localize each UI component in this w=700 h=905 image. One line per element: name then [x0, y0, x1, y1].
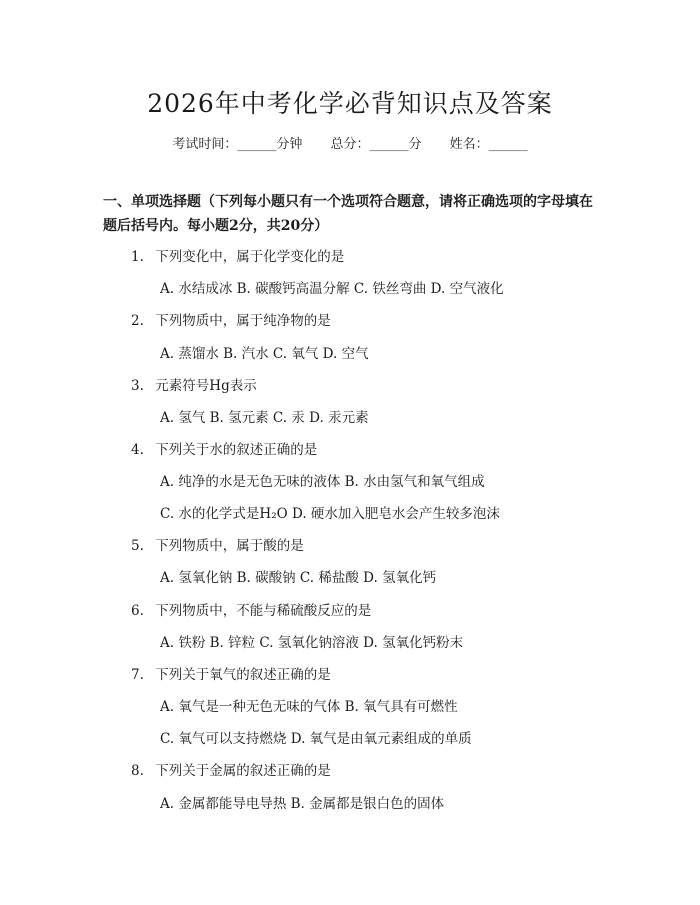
question-number: 4. [131, 442, 144, 458]
question-item [131, 438, 317, 458]
question-number: 6. [131, 603, 144, 619]
question-number: 7. [131, 667, 144, 683]
question-text: 下列关于金属的叙述正确的是 [155, 763, 331, 779]
question-item [131, 374, 257, 394]
question-text: 下列物质中，属于酸的是 [155, 538, 304, 554]
question-text: 下列变化中，属于化学变化的是 [155, 249, 345, 265]
page-title: 2026年中考化学必背知识点及答案 [147, 89, 553, 118]
question-options: A. 氧气是一种无色无味的气体 B. 氧气具有可燃性 [160, 699, 458, 715]
question-options: A. 金属都能导电导热 B. 金属都是银白色的固体 [160, 796, 445, 812]
question-number: 2. [131, 313, 144, 329]
question-options: A. 氢氧化钠 B. 碳酸钠 C. 稀盐酸 D. 氢氧化钙 [160, 570, 437, 586]
question-item [131, 309, 331, 329]
question-number: 8. [131, 763, 144, 779]
question-options: A. 蒸馏水 B. 汽水 C. 氧气 D. 空气 [160, 346, 369, 362]
exam-info-row [0, 133, 700, 152]
question-text: 元素符号Hg表示 [155, 378, 257, 394]
question-item [131, 759, 331, 779]
student-name-field: 姓名：______ [449, 137, 528, 152]
question-text: 下列关于水的叙述正确的是 [155, 442, 318, 458]
question-options: A. 水结成冰 B. 碳酸钙高温分解 C. 铁丝弯曲 D. 空气液化 [160, 281, 504, 297]
question-item [131, 663, 331, 683]
question-number: 5. [131, 538, 144, 554]
question-item [131, 599, 371, 619]
question-number: 3. [131, 378, 144, 394]
exam-time-field: 考试时间：______分钟 [172, 137, 303, 152]
section-heading: 一、单项选择题（下列每小题只有一个选项符合题意，请将正确选项的字母填在题后括号内。每小题2分，共20分） [103, 194, 593, 234]
question-options: A. 氢气 B. 氢元素 C. 汞 D. 汞元素 [160, 410, 369, 426]
question-text: 下列关于氧气的叙述正确的是 [155, 667, 331, 683]
question-options: A. 铁粉 B. 锌粒 C. 氢氧化钠溶液 D. 氢氧化钙粉末 [160, 635, 464, 651]
question-options: C. 水的化学式是H₂O D. 硬水加入肥皂水会产生较多泡沫 [160, 506, 500, 522]
question-options: C. 氧气可以支持燃烧 D. 氧气是由氧元素组成的单质 [160, 731, 472, 747]
question-text: 下列物质中，属于纯净物的是 [155, 313, 331, 329]
question-options: A. 纯净的水是无色无味的液体 B. 水由氢气和氧气组成 [160, 474, 485, 490]
question-item [131, 534, 304, 554]
question-number: 1. [131, 249, 144, 265]
question-text: 下列物质中，不能与稀硫酸反应的是 [155, 603, 372, 619]
question-item [131, 245, 344, 265]
total-score-field: 总分：______分 [330, 137, 422, 152]
